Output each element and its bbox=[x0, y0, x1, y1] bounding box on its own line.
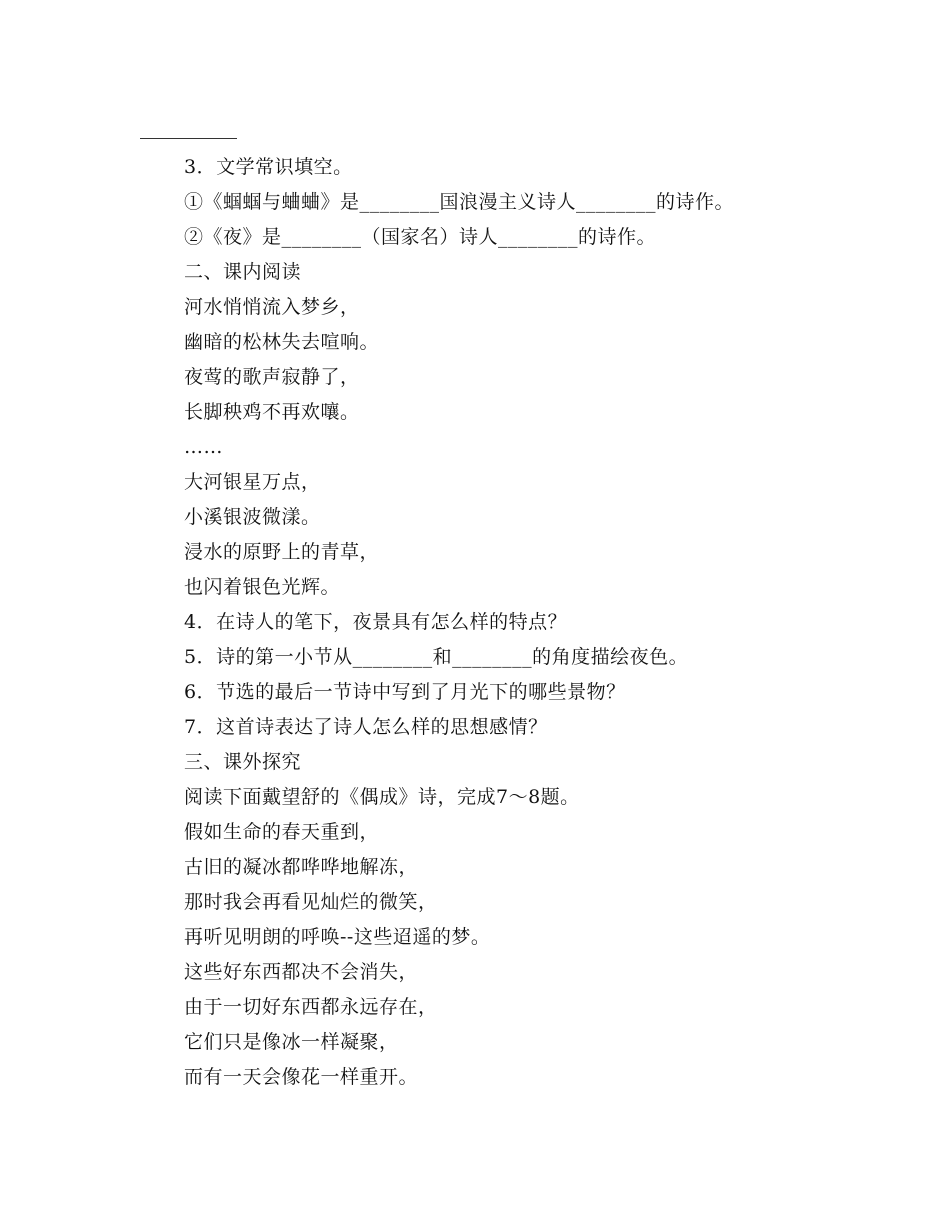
reading-instruction: 阅读下面戴望舒的《偶成》诗，完成7～8题。 bbox=[184, 786, 580, 808]
poem-2-line: 假如生命的春天重到， bbox=[184, 821, 380, 843]
poem-1-line: 夜莺的歌声寂静了， bbox=[184, 366, 360, 388]
poem-1-ellipsis: …… bbox=[184, 436, 223, 458]
poem-2-line: 再听见明朗的呼唤--这些迢遥的梦。 bbox=[184, 926, 491, 948]
poem-1-line: 河水悄悄流入梦乡， bbox=[184, 296, 360, 318]
poem-1-line: 小溪银波微漾。 bbox=[184, 506, 321, 528]
poem-1-line: 浸水的原野上的青草， bbox=[184, 541, 380, 563]
section-3-heading: 三、课外探究 bbox=[184, 751, 302, 773]
question-3-item-2: ②《夜》是________（国家名）诗人________的诗作。 bbox=[184, 226, 657, 248]
poem-1-line: 也闪着银色光辉。 bbox=[184, 576, 341, 598]
question-4: 4．在诗人的笔下，夜景具有怎么样的特点？ bbox=[184, 611, 568, 633]
question-3-item-1: ①《蝈蝈与蛐蛐》是________国浪漫主义诗人________的诗作。 bbox=[184, 191, 735, 213]
poem-2-line: 而有一天会像花一样重开。 bbox=[184, 1066, 419, 1088]
question-7: 7．这首诗表达了诗人怎么样的思想感情？ bbox=[184, 716, 548, 738]
poem-2-line: 它们只是像冰一样凝聚， bbox=[184, 1031, 399, 1053]
poem-1-line: 幽暗的松林失去喧响。 bbox=[184, 331, 380, 353]
question-6: 6．节选的最后一节诗中写到了月光下的哪些景物？ bbox=[184, 681, 626, 703]
question-3-heading: 3．文学常识填空。 bbox=[184, 156, 353, 178]
poem-2-line: 由于一切好东西都永远存在， bbox=[184, 996, 438, 1018]
question-5: 5．诗的第一小节从________和________的角度描绘夜色。 bbox=[184, 646, 689, 668]
document-body bbox=[184, 150, 924, 1095]
poem-2-line: 那时我会再看见灿烂的微笑， bbox=[184, 891, 438, 913]
header-rule bbox=[140, 138, 237, 139]
poem-2-line: 这些好东西都决不会消失， bbox=[184, 961, 419, 983]
poem-1-line: 大河银星万点， bbox=[184, 471, 321, 493]
poem-1-line: 长脚秧鸡不再欢嚷。 bbox=[184, 401, 360, 423]
poem-2-line: 古旧的凝冰都哗哗地解冻， bbox=[184, 856, 419, 878]
section-2-heading: 二、课内阅读 bbox=[184, 261, 302, 283]
